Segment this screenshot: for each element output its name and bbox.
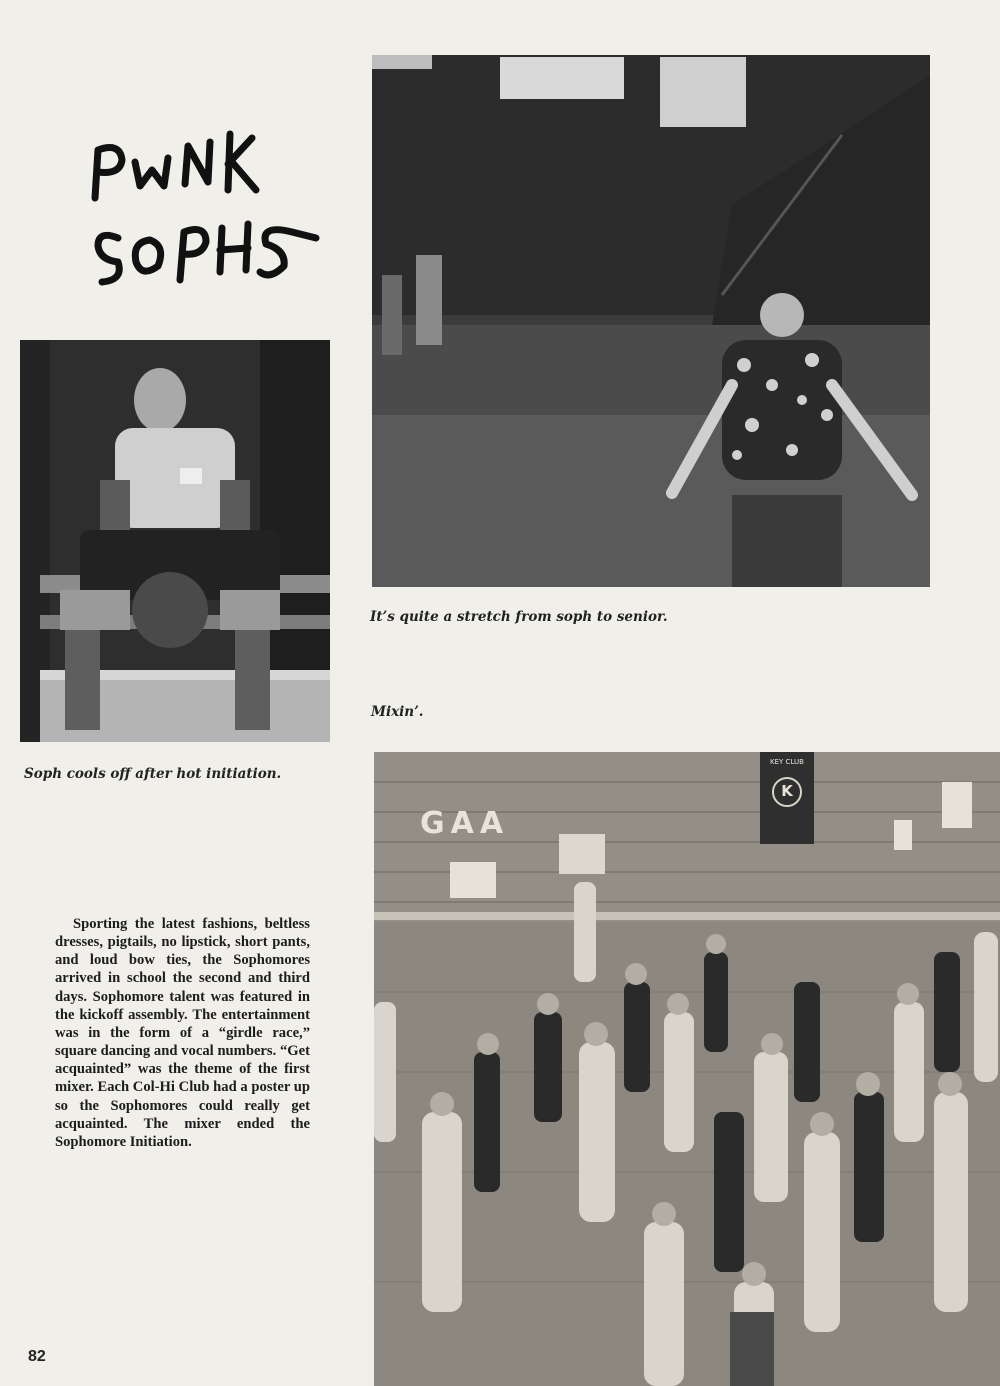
photo-mixer-dance bbox=[374, 752, 1000, 1386]
photo-gym-stretch bbox=[372, 55, 930, 587]
title-lettering bbox=[80, 120, 340, 310]
caption-stretch: It’s quite a stretch from soph to senior. bbox=[370, 609, 668, 625]
photo-soph-initiation bbox=[20, 340, 330, 742]
photo-mixer-illustration bbox=[374, 752, 1000, 1386]
page-title bbox=[80, 120, 340, 310]
caption-mixin: Mixin’. bbox=[371, 704, 424, 720]
photo-gym-illustration bbox=[372, 55, 930, 587]
sign-gaa: GAA bbox=[420, 806, 510, 841]
page-number: 82 bbox=[28, 1348, 46, 1365]
caption-soph: Soph cools off after hot initiation. bbox=[24, 766, 282, 782]
sign-key-club-letter: K bbox=[781, 782, 793, 800]
article-body: Sporting the latest fashions, beltless dresses, pigtails, no lipstick, short pants, and loud bow ties, the Sophomores arrived in school the second and third days. Sophomore talent was featured in the kickoff assembly. The entertainment was in the form of a “girdle race,” square dancing and vocal numbers. “Get acquainted” was the theme of the first mixer. Each Col-Hi Club had a poster up so the Sophomores could really get acquainted. The mixer ended the Sophomore Initiation. bbox=[55, 916, 310, 1150]
photo-soph-illustration bbox=[20, 340, 330, 742]
title-line-1 bbox=[340, 120, 341, 121]
sign-key-club: KEY CLUB bbox=[770, 758, 804, 766]
title-line-2 bbox=[340, 120, 341, 121]
